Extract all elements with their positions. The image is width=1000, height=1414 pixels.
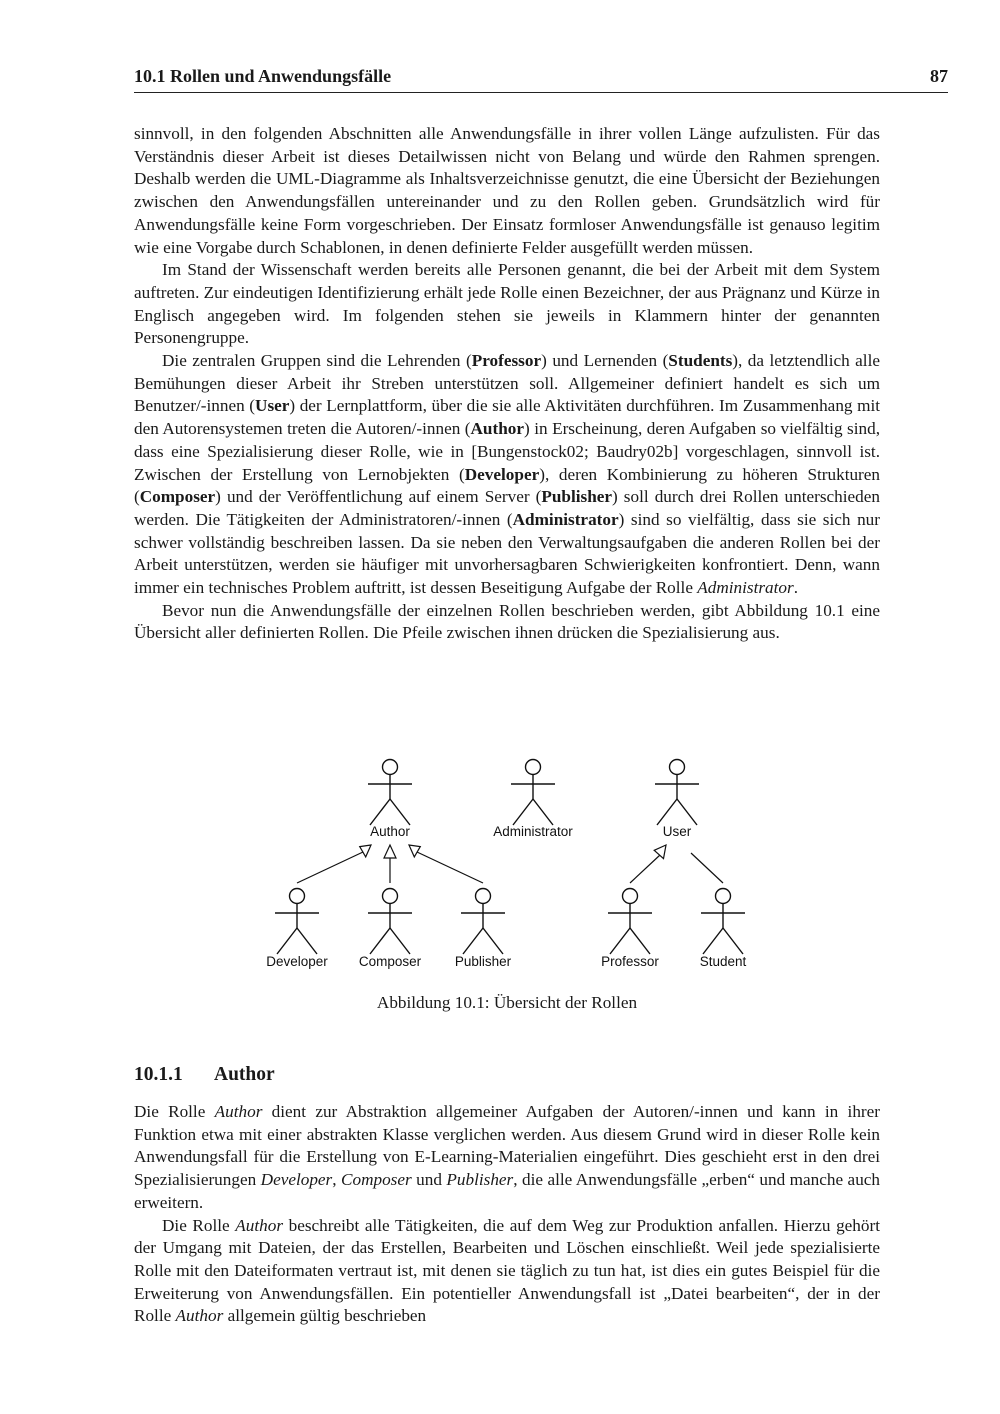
paragraph: sinnvoll, in den folgenden Abschnitten alle Anwendungsfälle in ihrer vollen Länge aufzulisten. Für das Verständnis dieser Arbeit ist dieses Detailwissen nicht von Belang und würde den Rahmen sprengen. Deshalb werden die UML-Diagramme als Inhaltsverzeichnisse genutzt, die eine Übersicht der Beziehungen zwischen den Anwendungsfällen untereinander und zu den Rollen geben. Grundsätzlich wird für Anwendungsfälle keine Form vorgeschrieben. Der Einsatz formloser Anwendungsfälle ist genauso legitim wie eine Vorgabe durch Schablonen, in denen definierte Felder ausgefüllt werden müssen. — [134, 124, 880, 257]
actor-student-label: Student — [699, 954, 747, 969]
role-term: Administrator — [512, 509, 619, 529]
section-heading — [134, 1064, 275, 1086]
actor-professor-label: Professor — [601, 954, 659, 969]
body-text-lower — [134, 1101, 880, 1328]
role-term: User — [255, 396, 290, 416]
actor-administrator-label: Administrator — [493, 824, 573, 839]
actor-student-figure — [701, 889, 745, 955]
actor-publisher-figure — [461, 889, 505, 955]
actor-author-label: Author — [370, 824, 410, 839]
header-section-title: 10.1 Rollen und Anwendungsfälle — [134, 66, 392, 86]
paragraph: Bevor nun die Anwendungsfälle der einzelnen Rollen beschrieben werden, gibt Abbildung 10.1 eine Übersicht aller definierten Rollen. Die Pfeile zwischen ihnen drücken die Spezialisierung aus. — [134, 600, 880, 643]
role-term: Professor — [471, 351, 542, 371]
role-term: Author — [470, 419, 524, 439]
paragraph-roles: Die zentralen Gruppen sind die Lehrenden (Professor) und Lernenden (Students), da letztendlich alle Bemühungen dieser Arbeit ihr Streben unterstützen soll. Allgemeiner definiert handelt es sich um Benutzer/-innen (User) der Lernplattform, über die sie alle Aktivitäten durchführen. Im Zusammenhang mit den Autorensystemen treten die Autoren/-innen (Author) in Erscheinung, deren Aufgaben so vielfältig sind, dass eine Spezialisierung dieser Rolle, wie in [Bungenstock02; Baudry02b] vorgeschlagen, sinnvoll ist. Zwischen der Erstellung von Lernobjekten (Developer), deren Kombinierung zu höheren Strukturen (Composer) und der Veröffentlichung auf einem Server (Publisher) soll durch drei Rollen unterschieden werden. Die Tätigkeiten der Administratoren/-innen (Administrator) sind so vielfältig, dass sie sich nur schwer vollständig beschreiben lassen. Da sie neben den Verwaltungsaufgaben die anderen Rollen bei der Arbeit unterstützen, werden sie häufiger mit unvorhersagbaren Schwierigkeiten konfrontiert. Denn, wann immer ein technisches Problem auftritt, ist dessen Beseitigung Aufgabe der Rolle Administrator. — [134, 351, 881, 598]
body-text-upper — [134, 123, 880, 645]
role-term: Publisher — [541, 487, 613, 507]
role-term: Students — [668, 351, 733, 371]
generalization-arrows — [297, 845, 723, 883]
actor-user-figure — [655, 760, 699, 826]
paragraph-author-tasks: Die Rolle Author beschreibt alle Tätigkeiten, die auf dem Weg zur Produktion anfallen. Hierzu gehört der Umgang mit Dateien, der das Erstellen, Bearbeiten und Löschen einschließt. Weil jede spezialisierte Rolle mit den Dateiformaten vertraut ist, mit denen sie täglich zu tun hat, ist dies ein gutes Beispiel für die Erweiterung von Anwendungsfällen. Ein potentieller Anwendungsfall ist „Datei bearbeiten“, der in der Rolle Author allgemein gültig beschrieben — [134, 1215, 880, 1326]
actor-developer-label: Developer — [266, 954, 328, 969]
paragraph: Im Stand der Wissenschaft werden bereits alle Personen genannt, die bei der Arbeit mit dem System auftreten. Zur eindeutigen Identifizierung erhält jede Rolle einen Bezeichner, der aus Prägnanz und Kürze in Englisch angegeben wird. Im folgenden stehen sie jeweils in Klammern hinter der genannten Personengruppe. — [134, 260, 880, 348]
roles-uml-diagram — [250, 755, 770, 980]
section-title: Author — [214, 1064, 275, 1085]
actor-author-figure — [368, 760, 412, 826]
section-number: 10.1.1 — [134, 1064, 183, 1085]
actor-publisher-label: Publisher — [454, 954, 512, 969]
running-header — [134, 64, 948, 93]
actor-developer-figure — [275, 889, 319, 955]
actor-user-label: User — [662, 824, 692, 839]
actor-composer-label: Composer — [358, 954, 422, 969]
role-term-italic: Administrator — [697, 578, 794, 598]
actor-professor-figure — [608, 889, 652, 955]
role-term: Developer — [464, 464, 540, 484]
paragraph-author-role: Die Rolle Author dient zur Abstraktion allgemeiner Aufgaben der Autoren/-innen und kann in ihrer Funktion etwa mit einer abstrakten Klasse verglichen werden. Aus diesem Grund wird in dieser Rolle kein Anwendungsfall für die Erstellung von E-Learning-Materialien eingeführt. Dies geschieht erst in den drei Spezialisierungen Developer, Composer und Publisher, die alle Anwendungsfälle „erben“ und manche auch erweitern. — [134, 1102, 881, 1212]
actor-composer-figure — [368, 889, 412, 955]
figure-caption: Abbildung 10.1: Übersicht der Rollen — [376, 993, 638, 1012]
role-term: Composer — [139, 487, 216, 507]
page-number: 87 — [930, 66, 948, 86]
actor-administrator-figure — [511, 760, 555, 826]
